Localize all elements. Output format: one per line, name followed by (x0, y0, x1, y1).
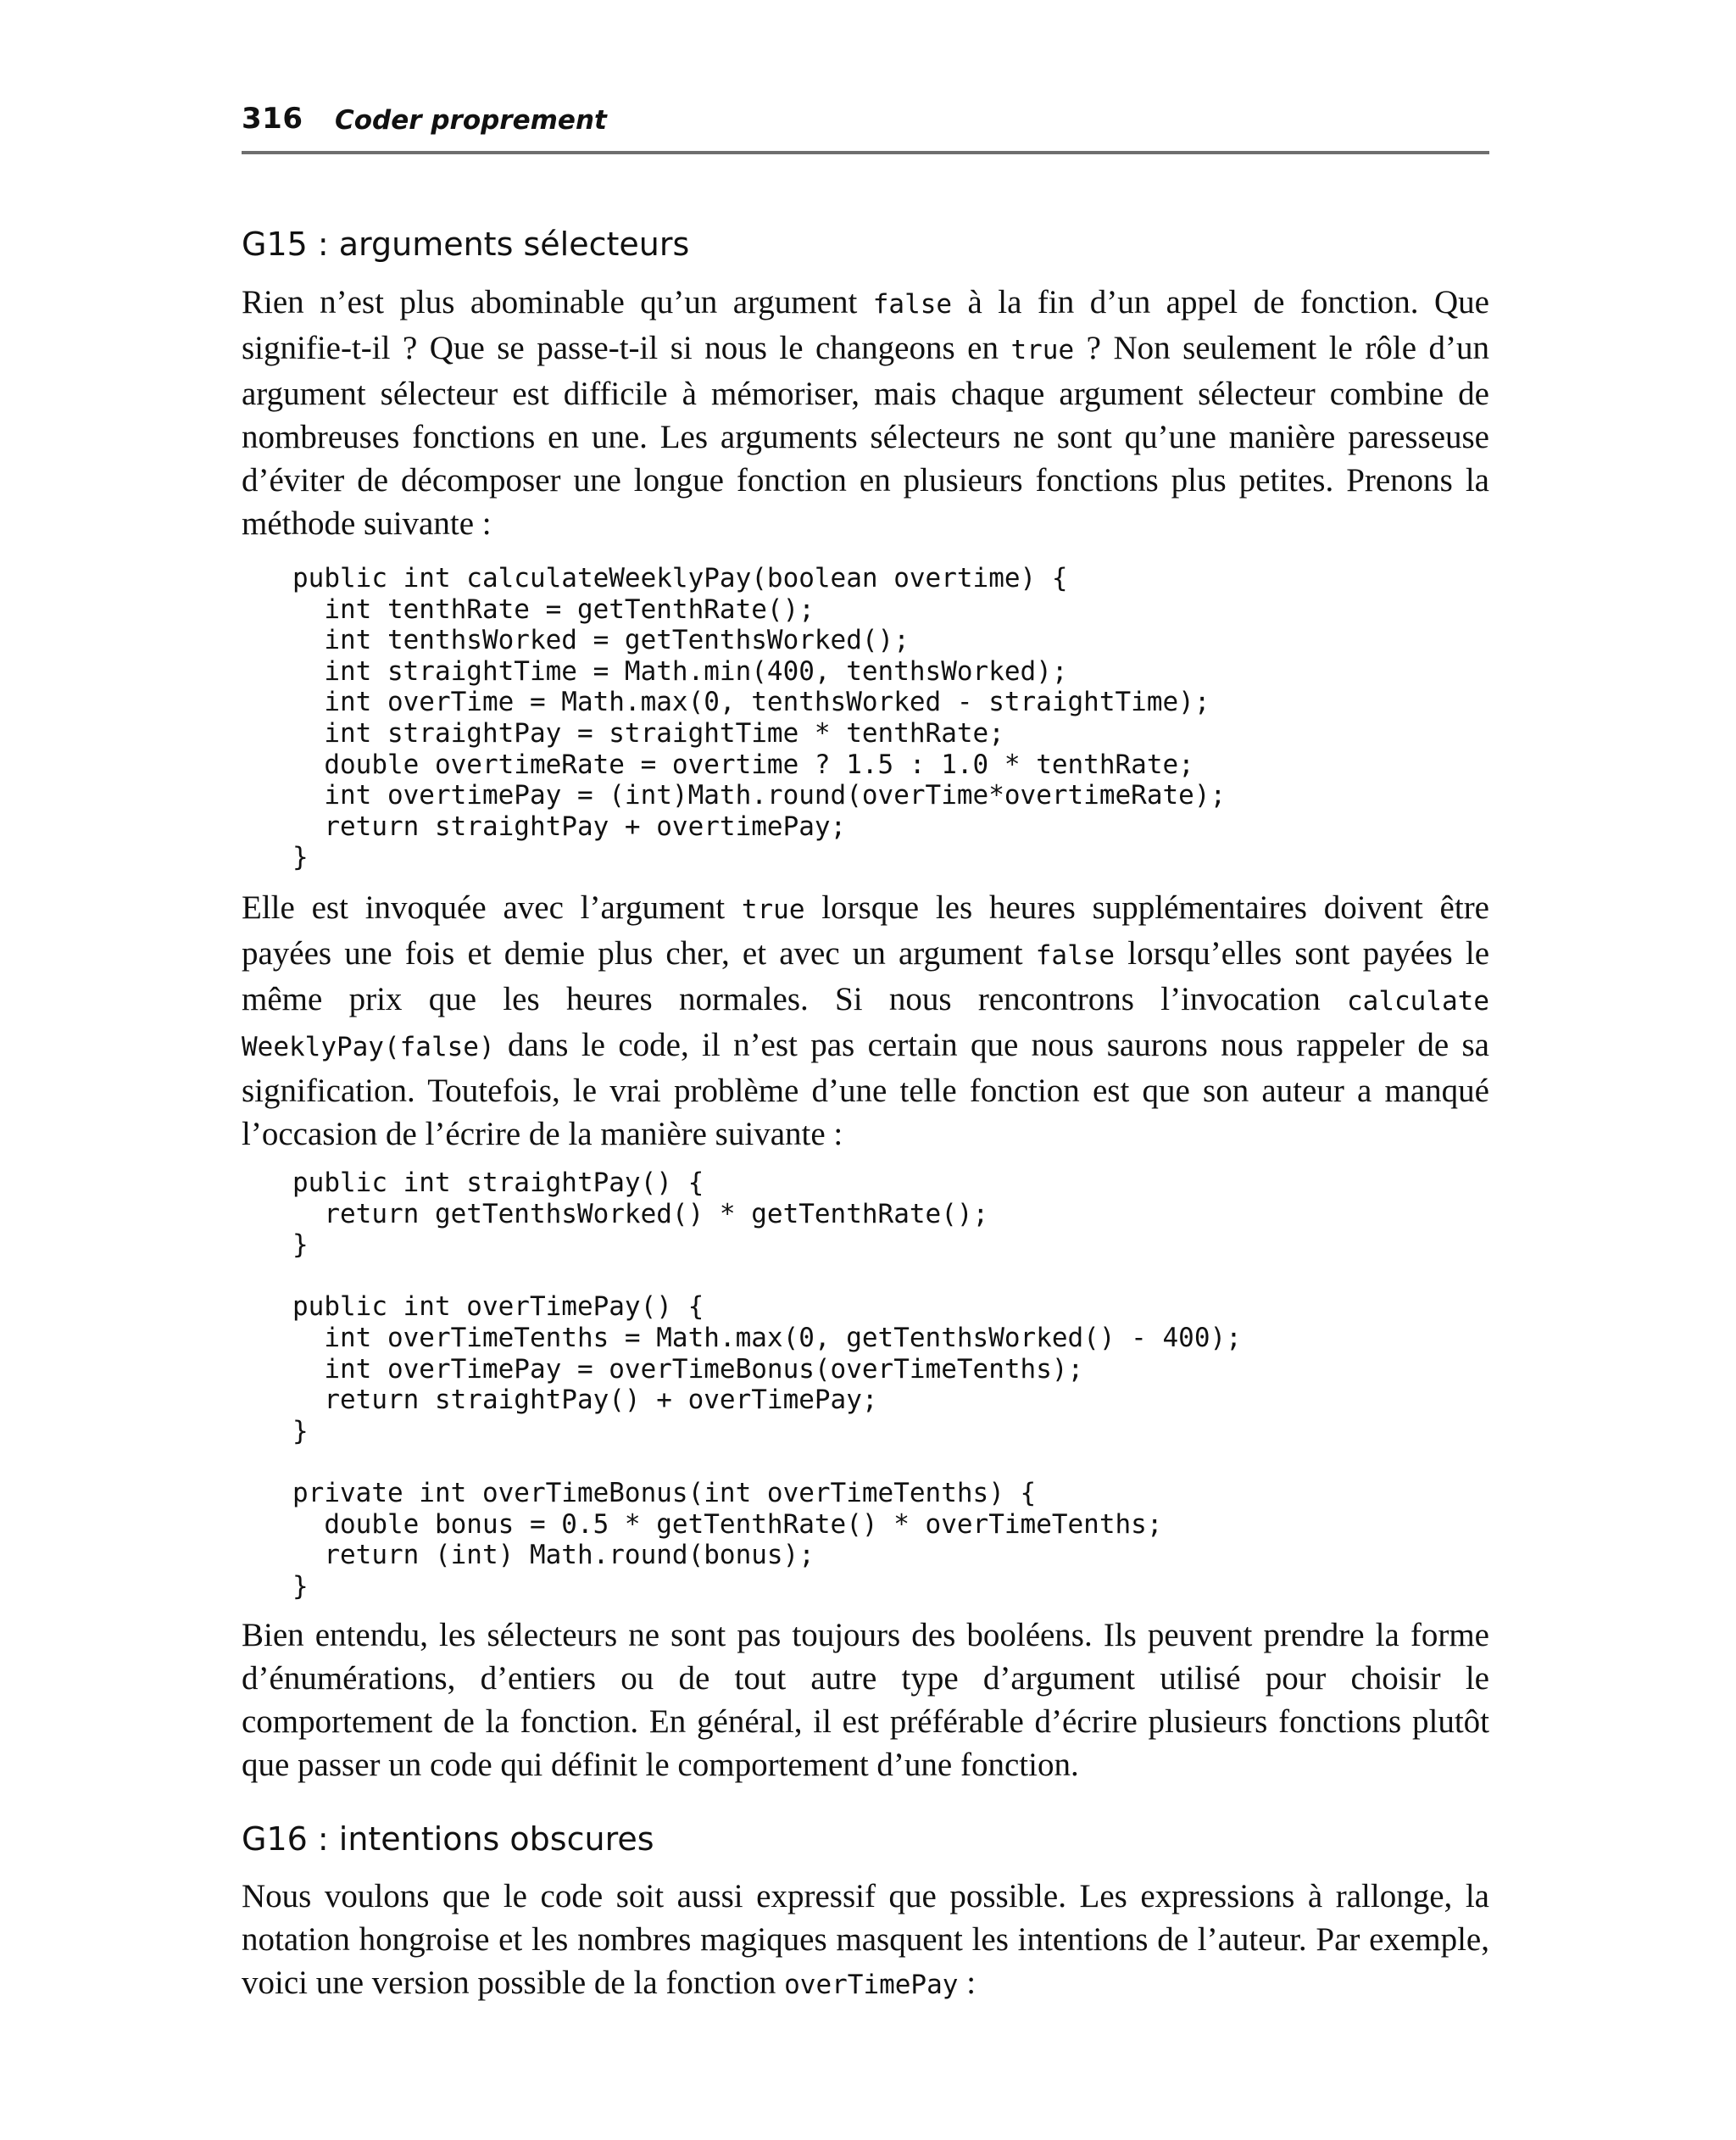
inline-code: calculate WeeklyPay(false) (242, 986, 1489, 1062)
text-run: : (958, 1964, 976, 2001)
inline-code: false (1035, 940, 1116, 971)
text-run: lorsque les heures supplémentaires doivent être payées une fois et demie plus cher, et avec un argument (242, 889, 1489, 972)
section-heading-g16: G16 : intentions obscures (242, 1820, 654, 1858)
running-header (242, 100, 1489, 154)
paragraph-g15-intro (242, 281, 1489, 545)
inline-code: true (1010, 335, 1075, 365)
text-run: Rien n’est plus abominable qu’un argument (242, 284, 873, 320)
text-run: Elle est invoquée avec l’argument (242, 889, 742, 926)
page-number: 316 (242, 102, 303, 136)
text-run: lorsqu’elles sont payées le même prix que les heures normales. Si nous rencontrons l’invocation (242, 935, 1489, 1017)
inline-code: true (741, 894, 805, 925)
inline-code: false (872, 289, 953, 320)
code-block-refactored-functions: public int straightPay() { return getTenthsWorked() * getTenthRate(); } public int overTimePay() { int overTimeTenths = Math.max(0, getTenthsWorked() - 400); int overTimePay = overTimeBonus(overTimeTenths); return straightPay() + overTimePay; } private int overTimeBonus(int overTimeTenths) { double bonus = 0.5 * getTenthRate() * overTimeTenths; return (int) Math.round(bonus); } (292, 1168, 1242, 1602)
paragraph-g15-conclusion: Bien entendu, les sélecteurs ne sont pas toujours des booléens. Ils peuvent prendre la forme d’énumérations, d’entiers ou de tout autre type d’argument utilisé pour choisir le comportement de la fonction. En général, il est préférable d’écrire plusieurs fonctions plutôt que passer un code qui définit le comportement d’une fonction. (242, 1617, 1489, 1783)
code-block-calculate-weekly-pay: public int calculateWeeklyPay(boolean overtime) { int tenthRate = getTenthRate(); int tenthsWorked = getTenthsWorked(); int straightTime = Math.min(400, tenthsWorked); int overTime = Math.max(0, tenthsWorked - straightTime); int straightPay = straightTime * tenthRate; double overtimeRate = overtime ? 1.5 : 1.0 * tenthRate; int overtimePay = (int)Math.round(overTime*overtimeRate); return straightPay + overtimePay; } (292, 563, 1227, 873)
section-heading-g15: G15 : arguments sélecteurs (242, 226, 690, 263)
paragraph-g16-intro (242, 1875, 1489, 2007)
book-title: Coder proprement (335, 105, 607, 136)
text-run: dans le code, il n’est pas certain que nous saurons nous rappeler de sa signification. Toutefois, le vrai problème d’une telle fonction est que son auteur a manqué l’occasion de l’écrire de la manière suivante : (242, 1027, 1489, 1152)
inline-code: overTimePay (784, 1970, 959, 2000)
text-run: ? Non seulement le rôle d’un argument sélecteur est difficile à mémoriser, mais chaque argument sélecteur combine de nombreuses fonctions en une. Les arguments sélecteurs ne sont qu’une manière paresseuse d’éviter de décomposer une longue fonction en plusieurs fonctions plus petites. Prenons la méthode suivante : (242, 330, 1489, 542)
text-run: Nous voulons que le code soit aussi expressif que possible. Les expressions à rallonge, la notation hongroise et les nombres magiques masquent les intentions de l’auteur. Par exemple, voici une version possible de la fonction (242, 1878, 1489, 2001)
text-run: à la fin d’un appel de fonction. Que signifie-t-il ? Que se passe-t-il si nous le changeons en (242, 284, 1489, 366)
paragraph-g15-explanation (242, 886, 1489, 1156)
